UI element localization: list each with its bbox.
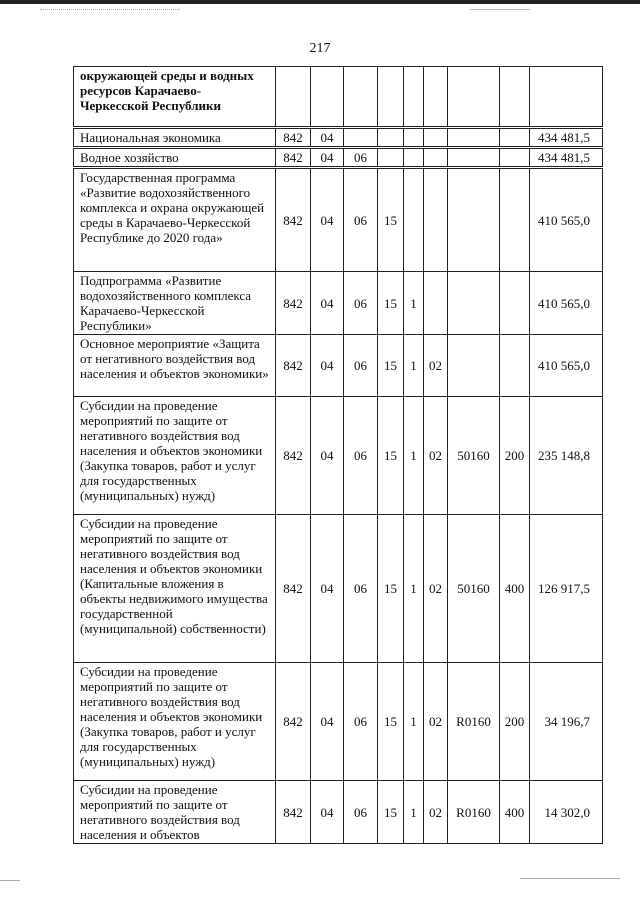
table-row — [74, 515, 603, 663]
cell-direction: R0160 — [448, 781, 500, 844]
cell-adm: 842 — [276, 272, 311, 335]
cell-subprogram — [404, 67, 424, 128]
cell-rz: 04 — [311, 515, 344, 663]
cell-direction — [448, 148, 500, 168]
cell-sum: 410 565,0 — [530, 335, 603, 397]
cell-event — [424, 272, 448, 335]
cell-direction — [448, 272, 500, 335]
cell-rz: 04 — [311, 781, 344, 844]
cell-program: 15 — [378, 663, 404, 781]
cell-event: 02 — [424, 663, 448, 781]
row-name: окружающей среды и водных ресурсов Карачаево-Черкесской Республики — [74, 67, 276, 128]
table-row — [74, 168, 603, 272]
budget-table-body — [74, 67, 603, 844]
scan-mark — [0, 880, 20, 881]
cell-event: 02 — [424, 781, 448, 844]
cell-program — [378, 128, 404, 148]
row-name: Субсидии на проведение мероприятий по защите от негативного воздействия вод населения и объектов — [74, 781, 276, 844]
cell-pr: 06 — [344, 663, 378, 781]
row-name: Национальная экономика — [74, 128, 276, 148]
page-number: 217 — [309, 41, 331, 56]
table-row — [74, 397, 603, 515]
cell-program: 15 — [378, 515, 404, 663]
cell-rz: 04 — [311, 168, 344, 272]
cell-rz: 04 — [311, 272, 344, 335]
scan-mark — [40, 9, 180, 18]
cell-vr: 400 — [500, 781, 530, 844]
cell-program: 15 — [378, 335, 404, 397]
cell-vr: 400 — [500, 515, 530, 663]
table-row — [74, 128, 603, 148]
cell-program — [378, 148, 404, 168]
cell-event — [424, 67, 448, 128]
top-scan-edge — [0, 0, 640, 4]
cell-event: 02 — [424, 335, 448, 397]
cell-subprogram: 1 — [404, 663, 424, 781]
table-row — [74, 148, 603, 168]
cell-subprogram — [404, 148, 424, 168]
cell-direction: R0160 — [448, 663, 500, 781]
cell-vr: 200 — [500, 663, 530, 781]
cell-sum: 434 481,5 — [530, 128, 603, 148]
table-row — [74, 663, 603, 781]
cell-subprogram: 1 — [404, 781, 424, 844]
cell-event — [424, 168, 448, 272]
cell-event: 02 — [424, 397, 448, 515]
cell-pr: 06 — [344, 397, 378, 515]
cell-rz: 04 — [311, 148, 344, 168]
cell-pr: 06 — [344, 272, 378, 335]
row-name: Водное хозяйство — [74, 148, 276, 168]
cell-event: 02 — [424, 515, 448, 663]
cell-subprogram: 1 — [404, 397, 424, 515]
cell-vr — [500, 128, 530, 148]
cell-adm: 842 — [276, 148, 311, 168]
cell-direction: 50160 — [448, 515, 500, 663]
cell-adm: 842 — [276, 515, 311, 663]
table-row — [74, 335, 603, 397]
budget-table — [73, 66, 603, 844]
cell-subprogram: 1 — [404, 335, 424, 397]
cell-vr — [500, 168, 530, 272]
cell-sum — [530, 67, 603, 128]
cell-event — [424, 128, 448, 148]
cell-rz: 04 — [311, 128, 344, 148]
row-name: Основное мероприятие «Защита от негативного воздействия вод населения и объектов экономики» — [74, 335, 276, 397]
scan-mark — [520, 878, 620, 879]
cell-vr — [500, 67, 530, 128]
cell-sum: 410 565,0 — [530, 272, 603, 335]
cell-direction — [448, 335, 500, 397]
cell-adm: 842 — [276, 168, 311, 272]
cell-event — [424, 148, 448, 168]
cell-direction — [448, 128, 500, 148]
cell-vr — [500, 335, 530, 397]
cell-sum: 34 196,7 — [530, 663, 603, 781]
cell-adm: 842 — [276, 781, 311, 844]
cell-program: 15 — [378, 168, 404, 272]
cell-pr: 06 — [344, 781, 378, 844]
cell-pr: 06 — [344, 148, 378, 168]
cell-rz: 04 — [311, 335, 344, 397]
cell-pr: 06 — [344, 335, 378, 397]
row-name: Субсидии на проведение мероприятий по защите от негативного воздействия вод населения и объектов экономики (Закупка товаров, работ и услуг для государственных (муниципальных) нужд) — [74, 397, 276, 515]
cell-subprogram — [404, 168, 424, 272]
cell-program: 15 — [378, 272, 404, 335]
cell-vr — [500, 272, 530, 335]
cell-program — [378, 67, 404, 128]
cell-adm: 842 — [276, 128, 311, 148]
scan-mark — [470, 9, 530, 10]
cell-subprogram: 1 — [404, 515, 424, 663]
cell-pr: 06 — [344, 168, 378, 272]
cell-adm — [276, 67, 311, 128]
table-row — [74, 67, 603, 128]
cell-program: 15 — [378, 781, 404, 844]
cell-direction: 50160 — [448, 397, 500, 515]
cell-vr — [500, 148, 530, 168]
row-name: Субсидии на проведение мероприятий по защите от негативного воздействия вод населения и объектов экономики (Капитальные вложения в объекты недвижимого имущества государственной (муниципальной) собственности) — [74, 515, 276, 663]
cell-sum: 434 481,5 — [530, 148, 603, 168]
cell-sum: 14 302,0 — [530, 781, 603, 844]
row-name: Подпрограмма «Развитие водохозяйственного комплекса Карачаево-Черкесской Республики» — [74, 272, 276, 335]
cell-sum: 410 565,0 — [530, 168, 603, 272]
cell-adm: 842 — [276, 335, 311, 397]
row-name: Государственная программа «Развитие водохозяйственного комплекса и охрана окружающей среды в Карачаево-Черкесской Республике до 2020 года» — [74, 168, 276, 272]
cell-rz: 04 — [311, 663, 344, 781]
table-row — [74, 781, 603, 844]
cell-subprogram — [404, 128, 424, 148]
cell-vr: 200 — [500, 397, 530, 515]
cell-adm: 842 — [276, 397, 311, 515]
cell-sum: 126 917,5 — [530, 515, 603, 663]
cell-pr — [344, 67, 378, 128]
cell-rz — [311, 67, 344, 128]
row-name: Субсидии на проведение мероприятий по защите от негативного воздействия вод населения и объектов экономики (Закупка товаров, работ и услуг для государственных (муниципальных) нужд) — [74, 663, 276, 781]
cell-adm: 842 — [276, 663, 311, 781]
cell-subprogram: 1 — [404, 272, 424, 335]
table-row — [74, 272, 603, 335]
cell-direction — [448, 168, 500, 272]
cell-program: 15 — [378, 397, 404, 515]
cell-pr — [344, 128, 378, 148]
cell-sum: 235 148,8 — [530, 397, 603, 515]
cell-direction — [448, 67, 500, 128]
cell-rz: 04 — [311, 397, 344, 515]
cell-pr: 06 — [344, 515, 378, 663]
